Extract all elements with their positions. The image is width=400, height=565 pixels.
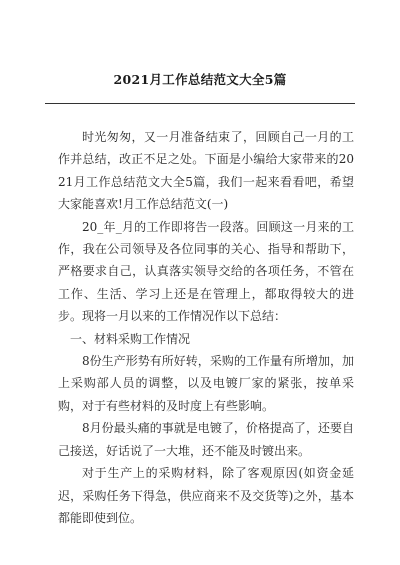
intro-paragraph: 时光匆匆，又一月准备结束了，回顾自己一月的工作并总结，改正不足之处。下面是小编给大家带来的2021月工作总结范文大全5篇，我们一起来看看吧，希望大家能喜欢!月工作总结范文(一) [58,130,354,212]
body-paragraph: 对于生产上的采购材料，除了客观原因(如资金延迟，采购任务下得急，供应商来不及交货等)之外，基本都能即使到位。 [58,466,354,525]
title-divider [45,103,355,104]
body-paragraph: 8月份最头痛的事就是电镀了，价格提高了，还要自己接送，好话说了一大堆，还不能及时镀出来。 [58,421,354,458]
section-heading: 一、材料采购工作情况 [70,331,191,346]
body-paragraph: 8份生产形势有所好转，采购的工作量有所增加，加上采购部人员的调整，以及电镀厂家的紧张，按单采购，对于有些材料的及时度上有些影响。 [58,354,354,413]
document-title: 2021月工作总结范文大全5篇 [113,72,287,87]
summary-paragraph: 20_年_月的工作即将告一段落。回顾这一月来的工作，我在公司领导及各位同事的关心、指导和帮助下，严格要求自己，认真落实领导交给的各项任务，不管在工作、生活、学习上还是在管理上，都取得较大的进步。现将一月以来的工作情况作以下总结： [58,219,354,324]
document-body [58,126,354,529]
